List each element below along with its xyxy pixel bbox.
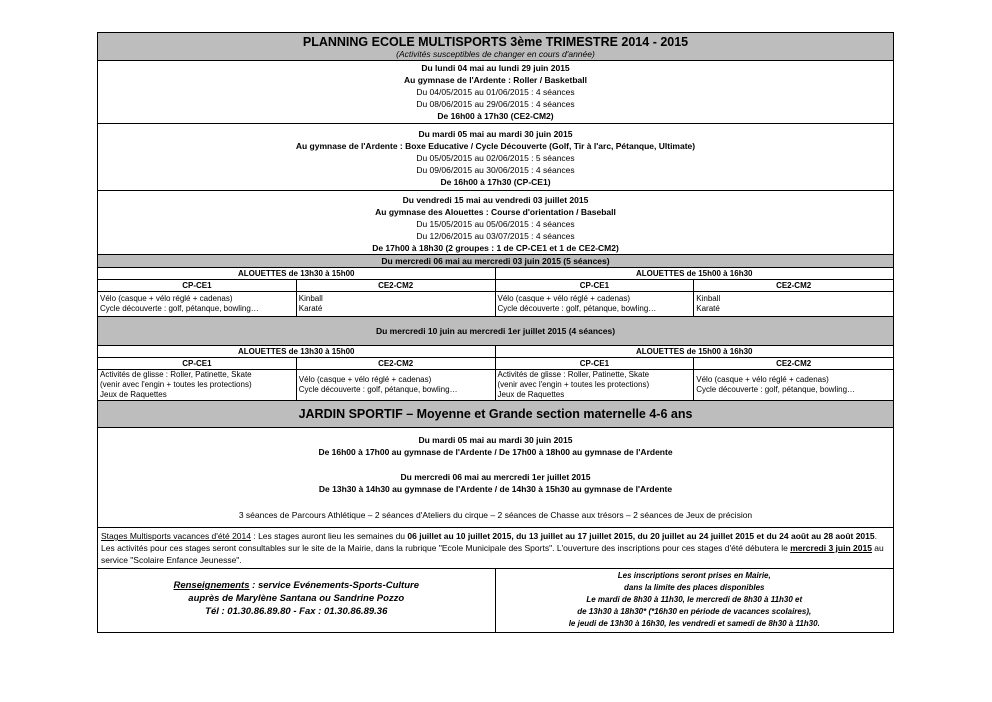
- stages-label: Stages Multisports vacances d'été 2014: [101, 531, 251, 541]
- activity-line: Kinball: [298, 294, 323, 303]
- session-time: De 16h00 à 17h30 (CP-CE1): [440, 177, 551, 187]
- activity-cell: [496, 292, 695, 316]
- activity-line: Cycle découverte : golf, pétanque, bowling…: [298, 385, 458, 394]
- wednesday-1-title: Du mercredi 06 mai au mercredi 03 juin 2015 (5 séances): [98, 255, 893, 268]
- activity-line: (venir avec l'engin + toutes les protections): [100, 380, 252, 389]
- activity-line: Cycle découverte : golf, pétanque, bowling…: [100, 304, 259, 313]
- wednesday-2-heads: [98, 346, 893, 358]
- wednesday-2-activities: [98, 370, 893, 401]
- stages-text: : Les stages auront lieu les semaines du: [251, 531, 408, 541]
- jardin-dates: Du mercredi 06 mai au mercredi 1er juillet 2015: [400, 472, 591, 482]
- inscriptions-info: [496, 569, 894, 632]
- contact-phone: Tél : 01.30.86.89.80 - Fax : 01.30.86.89.36: [205, 606, 388, 617]
- document-header: [98, 33, 893, 61]
- session-block-tuesday: [98, 124, 893, 191]
- jardin-sportif-block: [98, 428, 893, 528]
- activity-cell: [694, 292, 893, 316]
- session-block-friday: [98, 191, 893, 255]
- activity-line: Activités de glisse : Roller, Patinette, Skate: [100, 370, 252, 379]
- column-header: CP-CE1: [496, 358, 695, 369]
- contact-label: Renseignements: [173, 580, 250, 591]
- activity-cell: [297, 370, 496, 400]
- activity-line: Cycle découverte : golf, pétanque, bowling…: [497, 304, 657, 313]
- contact-service: : service Evénements-Sports-Culture: [249, 580, 419, 591]
- activity-cell: [496, 370, 695, 400]
- activity-line: Karaté: [696, 304, 720, 313]
- session-place: Au gymnase de l'Ardente : Roller / Basketball: [404, 75, 587, 85]
- session-time: De 17h00 à 18h30 (2 groupes : 1 de CP-CE1 et 1 de CE2-CM2): [372, 243, 619, 253]
- venue-time-head: ALOUETTES de 13h30 à 15h00: [98, 268, 496, 279]
- activity-line: Vélo (casque + vélo réglé + cadenas): [298, 375, 432, 384]
- wednesday-2-title: Du mercredi 10 juin au mercredi 1er juillet 2015 (4 séances): [98, 317, 893, 346]
- planning-document: [97, 32, 894, 633]
- column-header: CE2-CM2: [297, 280, 496, 291]
- activity-line: Cycle découverte : golf, pétanque, bowling…: [696, 385, 856, 394]
- activity-line: Vélo (casque + vélo réglé + cadenas): [100, 294, 233, 303]
- jardin-time: De 13h30 à 14h30 au gymnase de l'Ardente / de 14h30 à 15h30 au gymnase de l'Ardente: [318, 484, 673, 494]
- activity-line: Vélo (casque + vélo réglé + cadenas): [696, 375, 829, 384]
- session-dates: Du mardi 05 mai au mardi 30 juin 2015: [418, 129, 573, 139]
- activity-cell: [98, 370, 297, 400]
- jardin-dates: Du mardi 05 mai au mardi 30 juin 2015: [418, 435, 573, 445]
- jardin-note: 3 séances de Parcours Athlétique – 2 séances d'Ateliers du cirque – 2 séances de Chasse aux trésors – 2 séances de Jeux de précision: [238, 510, 753, 520]
- session-place: Au gymnase des Alouettes : Course d'orientation / Baseball: [375, 207, 616, 217]
- jardin-time: De 16h00 à 17h00 au gymnase de l'Ardente / De 17h00 à 18h00 au gymnase de l'Ardente: [318, 447, 673, 457]
- wednesday-2-cols: [98, 358, 893, 370]
- column-header: CP-CE1: [98, 358, 297, 369]
- venue-time-head: ALOUETTES de 13h30 à 15h00: [98, 346, 496, 357]
- column-header: CP-CE1: [496, 280, 695, 291]
- session-period: Du 12/06/2015 au 03/07/2015 : 4 séances: [416, 231, 575, 241]
- inscription-line: le jeudi de 13h30 à 16h30, les vendredi et samedi de 8h30 à 11h30.: [568, 619, 820, 628]
- session-period: Du 15/05/2015 au 05/06/2015 : 4 séances: [416, 219, 575, 229]
- column-header: CE2-CM2: [776, 281, 812, 290]
- jardin-sportif-title: JARDIN SPORTIF – Moyenne et Grande section maternelle 4-6 ans: [98, 401, 893, 428]
- contact-info: [98, 569, 496, 632]
- contact-names: auprès de Marylène Santana ou Sandrine Pozzo: [188, 593, 405, 604]
- stages-paragraph: [98, 528, 893, 569]
- registration-open-date: mercredi 3 juin 2015: [790, 543, 872, 553]
- session-block-monday: [98, 61, 893, 124]
- column-header: CP-CE1: [98, 280, 297, 291]
- activity-line: Jeux de Raquettes: [100, 390, 167, 399]
- inscription-line: Le mardi de 8h30 à 11h30, le mercredi de 8h30 à 11h30 et: [586, 595, 803, 604]
- inscription-line: dans la limite des places disponibles: [624, 583, 765, 592]
- page-subtitle: (Activités susceptibles de changer en cours d'année): [396, 49, 595, 59]
- activity-cell: [98, 292, 297, 316]
- session-period: Du 09/06/2015 au 30/06/2015 : 4 séances: [416, 165, 575, 175]
- activity-line: Jeux de Raquettes: [497, 390, 565, 399]
- activity-cell: [297, 292, 496, 316]
- stages-weeks: 06 juillet au 10 juillet 2015, du 13 juillet au 17 juillet 2015, du 20 juillet au 24 juillet 2015 et du 24 août au 28 août 2015: [407, 531, 875, 541]
- contact-section: [98, 569, 893, 632]
- stages-text: au service "Scolaire Enfance Jeunesse".: [101, 543, 884, 565]
- activity-line: (venir avec l'engin + toutes les protections): [497, 380, 650, 389]
- wednesday-1-activities: [98, 292, 893, 317]
- activity-line: Vélo (casque + vélo réglé + cadenas): [497, 294, 631, 303]
- wednesday-1-cols: [98, 280, 893, 292]
- activity-line: Activités de glisse : Roller, Patinette, Skate: [497, 370, 650, 379]
- venue-time-head: ALOUETTES de 15h00 à 16h30: [636, 269, 753, 278]
- session-dates: Du vendredi 15 mai au vendredi 03 juillet 2015: [402, 195, 589, 205]
- session-place: Au gymnase de l'Ardente : Boxe Educative / Cycle Découverte (Golf, Tir à l'arc, Pétanque, Ultimate): [295, 141, 696, 151]
- wednesday-1-heads: [98, 268, 893, 280]
- column-header: CE2-CM2: [297, 358, 496, 369]
- session-period: Du 05/05/2015 au 02/06/2015 : 5 séances: [416, 153, 575, 163]
- inscription-line: Les inscriptions seront prises en Mairie,: [617, 571, 771, 580]
- page-title: PLANNING ECOLE MULTISPORTS 3ème TRIMESTRE 2014 - 2015: [302, 35, 689, 49]
- activity-cell: [694, 370, 893, 400]
- stages-text: . Les activités pour ces stages seront consultables sur le site de la Mairie, dans la rubrique "Ecole Municipale des Sports". L'ouverture des inscriptions pour ces stages d'été débutera le: [101, 531, 877, 553]
- session-period: Du 08/06/2015 au 29/06/2015 : 4 séances: [416, 99, 575, 109]
- session-time: De 16h00 à 17h30 (CE2-CM2): [437, 111, 554, 121]
- activity-line: Kinball: [696, 294, 721, 303]
- session-dates: Du lundi 04 mai au lundi 29 juin 2015: [421, 63, 570, 73]
- venue-time-head: ALOUETTES de 15h00 à 16h30: [636, 347, 753, 356]
- column-header: CE2-CM2: [776, 359, 812, 368]
- session-period: Du 04/05/2015 au 01/06/2015 : 4 séances: [416, 87, 575, 97]
- activity-line: Karaté: [298, 304, 323, 313]
- inscription-line: de 13h30 à 18h30* (*16h30 en période de vacances scolaires),: [577, 607, 812, 616]
